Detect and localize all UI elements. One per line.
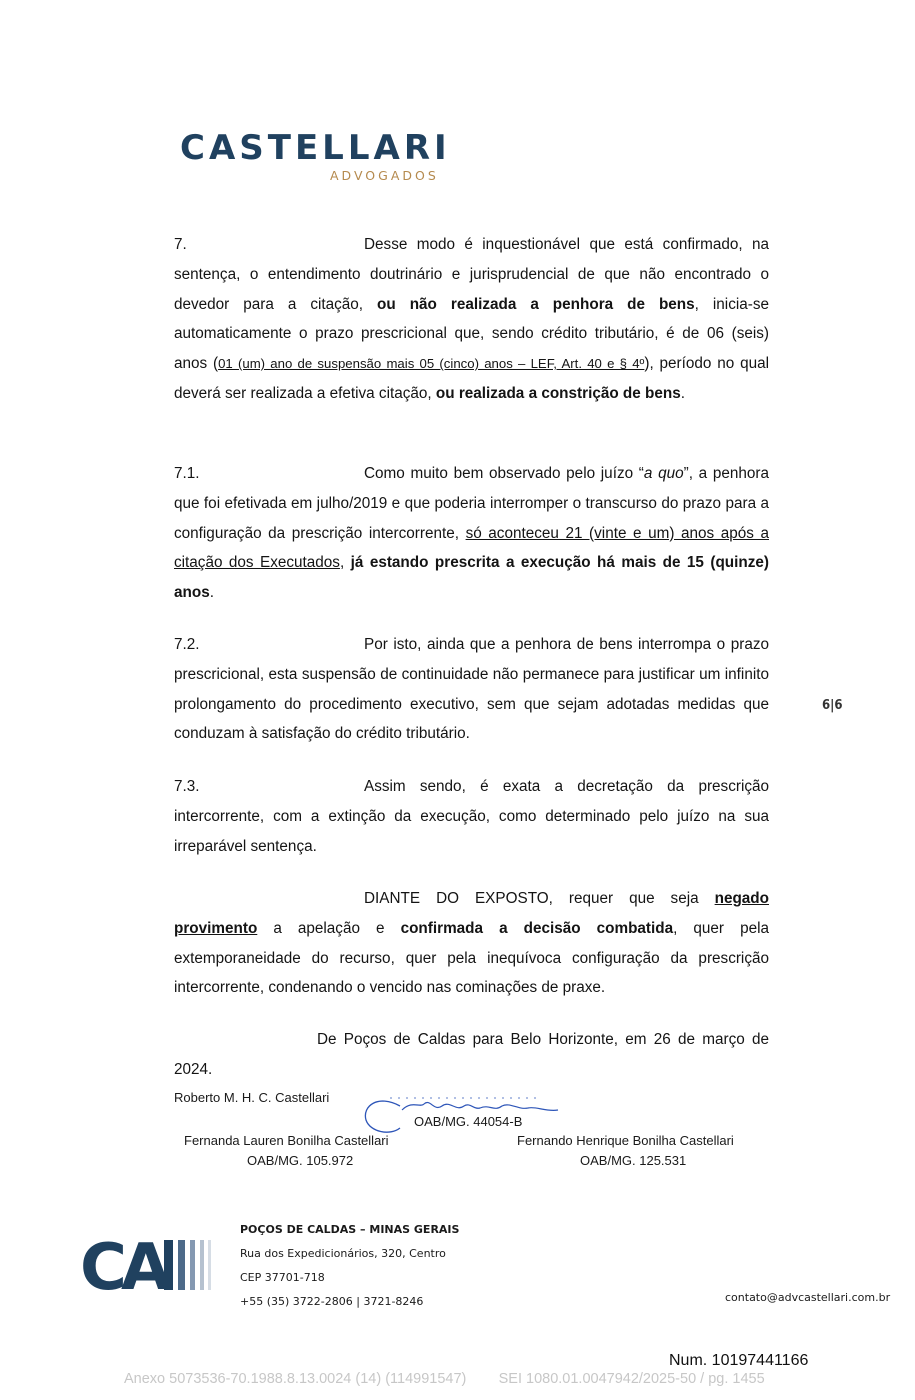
conclusion-paragraph [174,884,769,1003]
signature-name-fernanda: Fernanda Lauren Bonilha Castellari [184,1133,389,1148]
paragraph-bold-underline: negado provimento [174,890,769,937]
paragraph-number: 7.1. [174,465,200,482]
paragraph-text: Desse modo é inquestionável que está confirmado, na sentença, o entendimento doutrinário e jurisprudencial de que não encontrado o devedor para a citação, [174,236,769,313]
paragraph-underline: só aconteceu 21 (vinte e um) anos após a citação dos Executados [174,524,769,572]
footer-logo-text: CA [80,1238,165,1292]
signature-oab-fernanda: OAB/MG. 105.972 [247,1153,354,1168]
paragraph-bold: ou não realizada a penhora de bens [377,295,695,313]
paragraph-bold: já estando prescrita a execução há mais de 15 (quinze) anos [174,554,769,602]
closing-paragraph [174,1025,769,1085]
footer-email[interactable]: contato@advcastellari.com.br [725,1291,891,1304]
paragraph-italic: a quo [643,465,684,482]
footer-cep: CEP 37701-718 [240,1271,325,1284]
signature-oab-fernando: OAB/MG. 125.531 [580,1153,687,1168]
paragraph-text: Assim sendo, é exata a decretação da prescrição intercorrente, com a extinção da execução, como determinado pelo juízo na sua irreparável sentença. [174,778,769,855]
letterhead-logo [180,128,480,183]
footer-city: POÇOS DE CALDAS – MINAS GERAIS [240,1223,460,1236]
signature-name-fernando: Fernando Henrique Bonilha Castellari [517,1133,734,1148]
paragraph-7-2 [174,630,769,749]
paragraph-number: 7.3. [174,778,200,795]
paragraph-text: ), período no qual deverá ser realizada a efetiva citação, [174,355,769,402]
paragraph-text: a apelação e [257,919,401,937]
paragraph-text: , [339,554,351,572]
signature-oab-roberto: OAB/MG. 44054-B [414,1114,523,1129]
paragraph-bold: ou realizada a constrição de bens [435,384,681,402]
paragraph-underline: 01 (um) ano de suspensão mais 05 (cinco) anos – LEF, Art. 40 e § 4º [218,356,645,372]
annex-reference: Anexo 5073536-70.1988.8.13.0024 (14) (114991547) SEI 1080.01.0047942/2025-50 / pg. 1455 [124,1371,765,1387]
paragraph-bold: confirmada a decisão combatida [400,919,674,937]
paragraph-7 [174,230,769,409]
footer-address [240,1218,459,1314]
signature-name-roberto: Roberto M. H. C. Castellari [174,1090,330,1105]
closing-text: De Poços de Caldas para Belo Horizonte, em 26 de março de 2024. [174,1031,769,1078]
paragraph-text: , quer pela extemporaneidade do recurso, quer pela inequívoca configuração da prescrição intercorrente, condenando o vencido nas cominações de praxe. [174,919,769,997]
footer-street: Rua dos Expedicionários, 320, Centro [240,1247,446,1260]
paragraph-7-3 [174,772,769,861]
footer-logo [80,1238,214,1292]
letterhead-name: CASTELLARI [180,128,451,168]
paragraph-text: Como muito bem observado pelo juízo “ [364,465,644,482]
paragraph-text: . [680,384,685,402]
paragraph-7-1 [174,459,769,608]
letterhead-subtitle: ADVOGADOS [330,168,439,183]
document-number-stamp: Num. 10197441166 [669,1352,809,1369]
paragraph-text: DIANTE DO EXPOSTO, requer que seja [364,890,715,907]
paragraph-text: ”, a penhora que foi efetivada em julho/2019 e que poderia interromper o transcurso do prazo para a configuração da prescrição intercorrente, [174,465,770,542]
paragraph-text: Por isto, ainda que a penhora de bens interrompa o prazo prescricional, esta suspensão de continuidade não permanece para justificar um infinito prolongamento do procedimento executivo, sem que sejam adotadas medidas que conduzam à satisfação do crédito tributário. [174,636,769,743]
paragraph-text: . [209,584,214,602]
paragraph-text: , inicia-se automaticamente o prazo prescricional que, sendo crédito tributário, é de 06 (seis) anos ( [174,295,770,373]
paragraph-number: 7.2. [174,636,200,653]
paragraph-number: 7. [174,236,187,253]
footer-phone: +55 (35) 3722-2806 | 3721-8246 [240,1295,424,1308]
page-number: 6|6 [822,698,843,713]
